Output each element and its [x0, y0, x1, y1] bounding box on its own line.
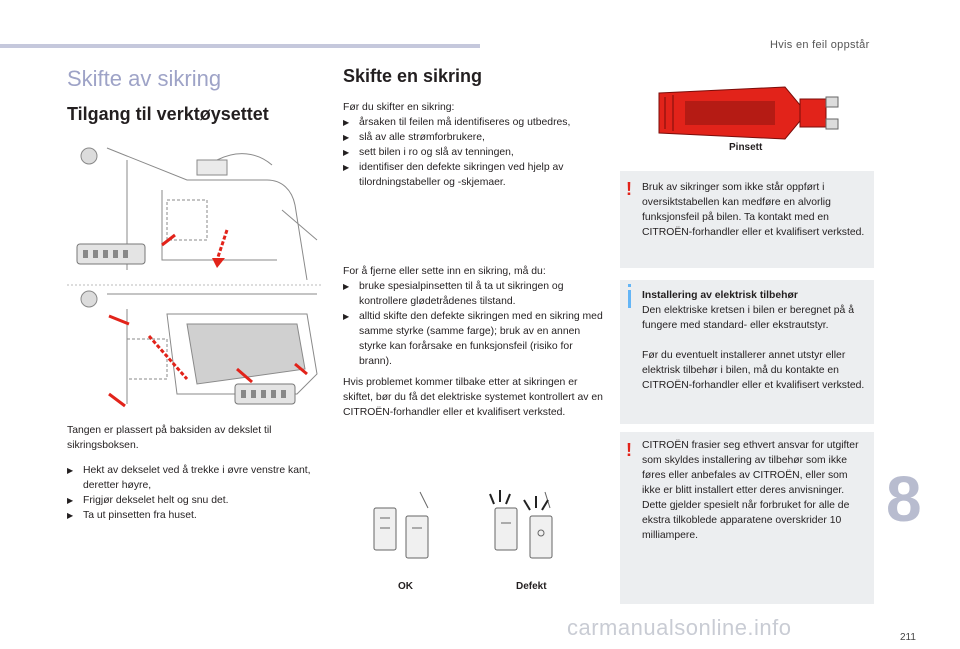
glovebox-illustration [67, 284, 323, 422]
exclamation-icon: ! [626, 440, 632, 460]
list-item: ▶ Hekt av dekselet ved å trekke i øvre venstre kant, deretter høyre, [67, 465, 311, 491]
arrow-right-icon: ▶ [343, 282, 350, 291]
arrow-right-icon: ▶ [343, 163, 350, 172]
info-text: Den elektriske kretsen i bilen er beregnet på å fungere med standard- eller ekstrautstyr. [642, 305, 854, 331]
list-item: ▶ slå av alle strømforbrukere, [343, 132, 485, 143]
liability-text: CITROËN frasier seg ethvert ansvar for utgifter som skyldes installering av tilbehør som ikke føres eller anbefales av CITROËN, eller som ikke er blitt installert etter deres anvisninger. Dette gjelder spesielt når forbruket for alle de ekstra tilkoblede apparatene overskrider 10 milliampere. [642, 440, 859, 541]
arrow-right-icon: ▶ [343, 118, 350, 127]
list-item: ▶ bruke spesialpinsetten til å ta ut sikringen og kontrollere glødetrådenes tilstand. [343, 281, 564, 307]
liability-note [620, 432, 874, 604]
info-title: Installering av elektrisk tilbehør [642, 290, 798, 301]
fuse-ok-label: OK [398, 581, 413, 592]
before-intro: Før du skifter en sikring: [343, 102, 455, 113]
tweezers-caption: Pinsett [729, 142, 763, 153]
fuse-illustration [360, 488, 575, 580]
arrow-right-icon: ▶ [343, 148, 350, 157]
section-title: Hvis en feil oppstår [770, 39, 870, 51]
list-item: ▶ identifiser den defekte sikringen ved hjelp av tilordningstabeller og -skjemaer. [343, 162, 564, 188]
remove-list [343, 279, 605, 369]
arrow-right-icon: ▶ [67, 466, 74, 475]
page-number: 211 [900, 632, 916, 643]
list-item: ▶ alltid skifte den defekte sikringen med en sikring med samme styrke (samme farge); bruk av en annen styrke kan forårsake en funksjonsfeil (risiko for brann). [343, 311, 603, 367]
tweezers-illustration [655, 85, 850, 141]
toolkit-heading: Tilgang til verktøysettet [67, 104, 269, 124]
warning-text: Bruk av sikringer som ikke står oppført i oversiktstabellen kan medføre en alvorlig funksjonsfeil på bilen. Ta kontakt med en CITROËN-forhandler eller et kvalifisert verksted. [642, 182, 865, 238]
list-item: ▶ årsaken til feilen må identifiseres og utbedres, [343, 117, 571, 128]
page-title: Skifte av sikring [67, 66, 222, 91]
fuse-defect-label: Defekt [516, 581, 547, 592]
toolkit-intro: Tangen er plassert på baksiden av dekslet til sikringsboksen. [67, 425, 272, 451]
info-note [620, 280, 874, 424]
info-icon [628, 290, 631, 308]
chapter-number: 8 [886, 463, 922, 535]
exclamation-icon: ! [626, 179, 632, 199]
arrow-right-icon: ▶ [67, 496, 74, 505]
closing-text: Hvis problemet kommer tilbake etter at sikringen er skiftet, bør du få det elektriske systemet kontrollert av en CITROËN-forhandler eller et kvalifisert verksted. [343, 377, 603, 418]
arrow-right-icon: ▶ [67, 511, 74, 520]
info-text: Før du eventuelt installerer annet utstyr eller elektrisk tilbehør i bilen, må du kontakte en CITROËN-forhandler eller et kvalifisert verksted. [642, 350, 865, 391]
list-item: ▶ sett bilen i ro og slå av tenningen, [343, 147, 514, 158]
dashboard-illustration [67, 140, 323, 280]
watermark: carmanualsonline.info [567, 615, 792, 640]
arrow-right-icon: ▶ [343, 133, 350, 142]
warning-note [620, 171, 874, 268]
list-item: ▶ Frigjør dekselet helt og snu det. [67, 495, 229, 506]
arrow-right-icon: ▶ [343, 312, 350, 321]
fuse-change-heading: Skifte en sikring [343, 66, 483, 86]
toolkit-steps [67, 463, 325, 523]
before-list [343, 115, 605, 190]
list-item: ▶ Ta ut pinsetten fra huset. [67, 510, 197, 521]
header-bar [0, 44, 480, 48]
remove-intro: For å fjerne eller sette inn en sikring, må du: [343, 266, 546, 277]
